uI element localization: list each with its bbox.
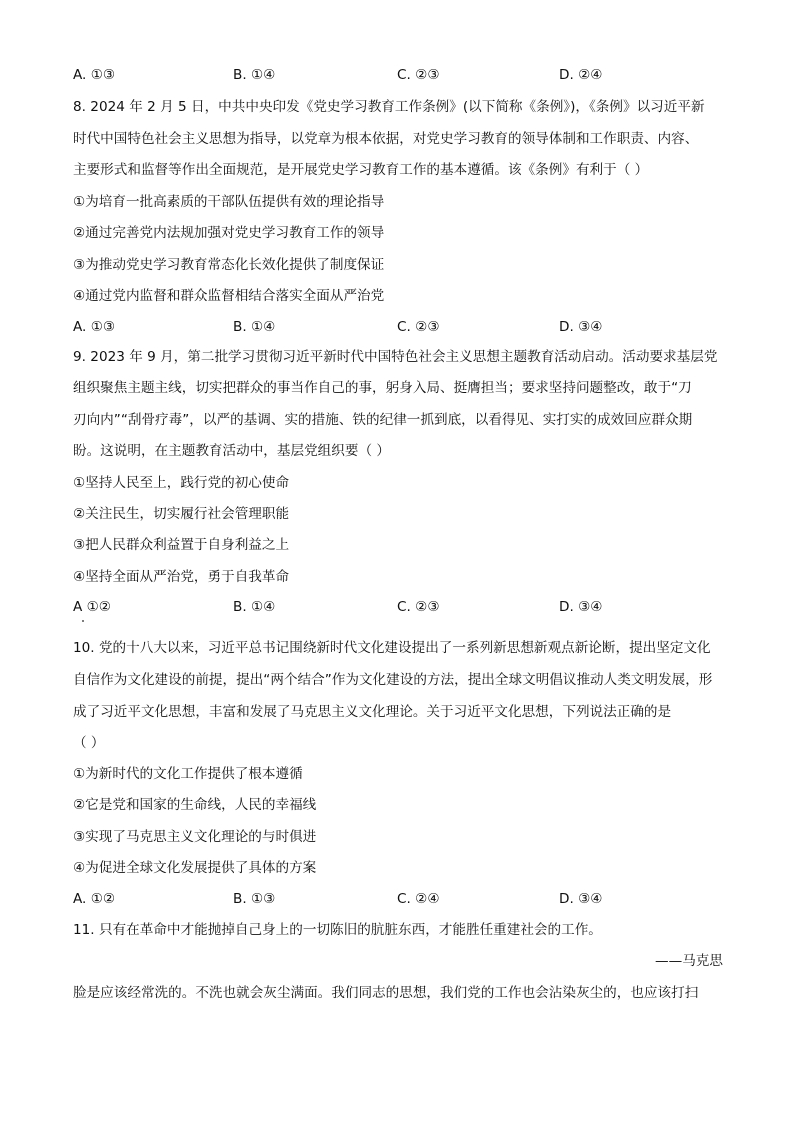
q10-stem-line-1: 10. 党的十八大以来，习近平总书记围绕新时代文化建设提出了一系列新思想新观点新论断，提出坚定文化 bbox=[73, 640, 711, 656]
q10-statement-1: ①为新时代的文化工作提供了根本遵循 bbox=[73, 766, 303, 782]
option-d: D. ③④ bbox=[559, 599, 603, 615]
q9-stem-line-2: 组织聚焦主题主线，切实把群众的事当作自己的事，躬身入局、挺膺担当；要求坚持问题整改，敢于“刀 bbox=[73, 380, 692, 396]
q8-stem-line-2: 时代中国特色社会主义思想为指导，以党章为根本依据，对党史学习教育的领导体制和工作职责、内容、 bbox=[73, 131, 699, 147]
q8-statement-4: ④通过党内监督和群众监督相结合落实全面从严治党 bbox=[73, 288, 385, 304]
q8-options bbox=[73, 317, 723, 337]
option-d: D. ③④ bbox=[559, 891, 603, 907]
option-c: C. ②④ bbox=[397, 891, 440, 907]
q9-stem-line-3: 刃向内”“刮骨疗毒”，以严的基调、实的措施、铁的纪律一抓到底，以看得见、实打实的成效回应群众期 bbox=[73, 412, 693, 428]
q11-quote-2: 脸是应该经常洗的。不洗也就会灰尘满面。我们同志的思想，我们党的工作也会沾染灰尘的，也应该打扫 bbox=[73, 985, 699, 1001]
q9-stem-line-1: 9. 2023 年 9 月，第二批学习贯彻习近平新时代中国特色社会主义思想主题教育活动启动。活动要求基层党 bbox=[73, 349, 718, 365]
q10-statement-3: ③实现了马克思主义文化理论的与时俱进 bbox=[73, 829, 317, 845]
q9-options bbox=[73, 597, 723, 617]
q10-options bbox=[73, 889, 723, 909]
q11-quote: 11. 只有在革命中才能抛掉自己身上的一切陈旧的肮脏东西，才能胜任重建社会的工作。 bbox=[73, 922, 602, 938]
stray-dot bbox=[82, 620, 84, 622]
option-c: C. ②③ bbox=[397, 599, 440, 615]
option-d: D. ③④ bbox=[559, 319, 603, 335]
q10-stem-line-4: （ ） bbox=[73, 735, 105, 751]
q9-statement-1: ①坚持人民至上，践行党的初心使命 bbox=[73, 475, 290, 491]
option-a: A. ①③ bbox=[73, 67, 116, 83]
q8-stem-line-1: 8. 2024 年 2 月 5 日，中共中央印发《党史学习教育工作条例》(以下简称《条例》)，《条例》以习近平新 bbox=[73, 99, 705, 115]
q10-stem-line-2: 自信作为文化建设的前提，提出“两个结合”作为文化建设的方法，提出全球文明倡议推动人类文明发展，形 bbox=[73, 672, 713, 688]
option-c: C. ②③ bbox=[397, 319, 440, 335]
q8-stem-line-3: 主要形式和监督等作出全面规范，是开展党史学习教育工作的基本遵循。该《条例》有利于（ ） bbox=[73, 162, 649, 178]
q9-stem-line-4: 盼。这说明，在主题教育活动中，基层党组织要（ ） bbox=[73, 443, 390, 459]
option-d: D. ②④ bbox=[559, 67, 603, 83]
option-b: B. ①④ bbox=[233, 319, 276, 335]
q9-statement-3: ③把人民群众利益置于自身利益之上 bbox=[73, 537, 290, 553]
option-a: A ①② bbox=[73, 599, 111, 615]
q10-statement-4: ④为促进全球文化发展提供了具体的方案 bbox=[73, 860, 317, 876]
q10-stem-line-3: 成了习近平文化思想，丰富和发展了马克思主义文化理论。关于习近平文化思想，下列说法正确的是 bbox=[73, 704, 672, 720]
option-a: A. ①③ bbox=[73, 319, 116, 335]
q9-statement-2: ②关注民生，切实履行社会管理职能 bbox=[73, 506, 290, 522]
option-b: B. ①④ bbox=[233, 67, 276, 83]
option-b: B. ①④ bbox=[233, 599, 276, 615]
q8-statement-1: ①为培育一批高素质的干部队伍提供有效的理论指导 bbox=[73, 194, 385, 210]
prev-question-options bbox=[73, 65, 723, 85]
q11-attribution: ——马克思 bbox=[655, 953, 723, 969]
option-b: B. ①③ bbox=[233, 891, 276, 907]
option-c: C. ②③ bbox=[397, 67, 440, 83]
q8-statement-3: ③为推动党史学习教育常态化长效化提供了制度保证 bbox=[73, 257, 385, 273]
q8-statement-2: ②通过完善党内法规加强对党史学习教育工作的领导 bbox=[73, 225, 385, 241]
q9-statement-4: ④坚持全面从严治党，勇于自我革命 bbox=[73, 569, 290, 585]
q10-statement-2: ②它是党和国家的生命线，人民的幸福线 bbox=[73, 797, 317, 813]
option-a: A. ①② bbox=[73, 891, 116, 907]
